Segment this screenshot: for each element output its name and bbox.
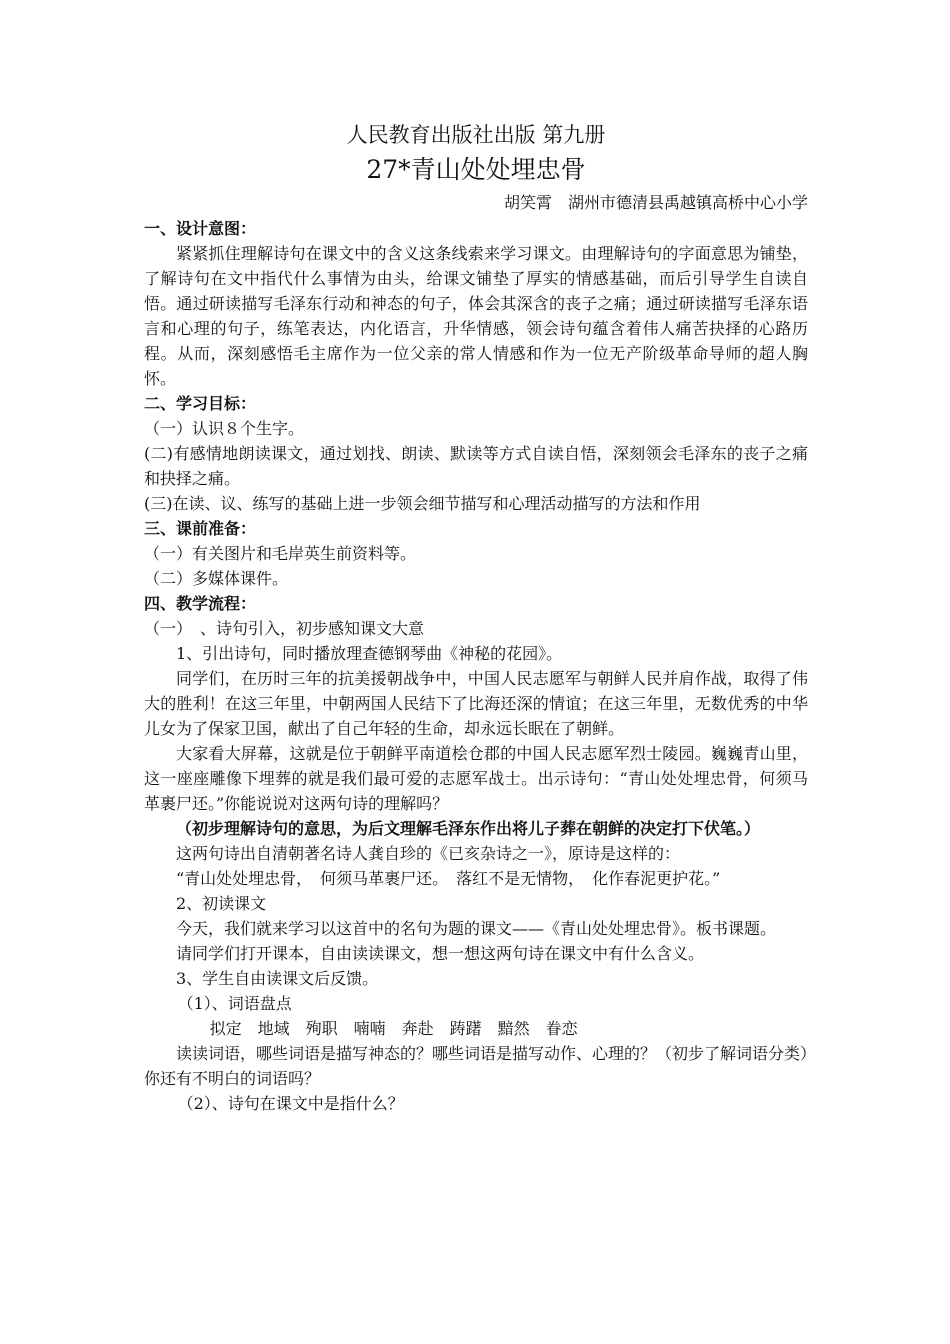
prep-item: （二）多媒体课件。	[144, 569, 289, 588]
prep-item: （一）有关图片和毛岸英生前资料等。	[144, 544, 417, 563]
lesson-title: 27*青山处处埋忠骨	[366, 155, 586, 184]
vocabulary-list: 拟定 地域 殉职 喃喃 奔赴 踌躇 黯然 眷恋	[209, 1019, 578, 1038]
process-paragraph: 大家看大屏幕，这就是位于朝鲜平南道桧仓郡的中国人民志愿军烈士陵园。巍巍青山里，这一座座雕像下埋葬的就是我们最可爱的志愿军战士。出示诗句：“青山处处埋忠骨，何须马革裹尸还。”你能说说对这两句诗的理解吗？	[144, 744, 808, 813]
document-body	[144, 120, 808, 1116]
author-line: 胡笑霄 湖州市德清县禹越镇高桥中心小学	[503, 193, 808, 212]
section-heading-prep: 三、课前准备：	[144, 519, 257, 538]
goal-item: (二)有感情地朗读课文，通过划找、朗读、默读等方式自读自悟，深刻领会毛泽东的丧子之痛和抉择之痛。	[144, 444, 808, 488]
process-paragraph: 2、初读课文	[176, 894, 267, 913]
section-heading-goals: 二、学习目标：	[144, 394, 257, 413]
process-paragraph: 请同学们打开课本，自由读读课文，想一想这两句诗在课文中有什么含义。	[176, 944, 705, 963]
process-paragraph: （1）、词语盘点	[177, 994, 292, 1013]
process-paragraph: 同学们，在历时三年的抗美援朝战争中，中国人民志愿军与朝鲜人民并肩作战，取得了伟大的胜利！在这三年里，中朝两国人民结下了比海还深的情谊；在这三年里，无数优秀的中华儿女为了保家卫国，献出了自己年轻的生命，却永远长眠在了朝鲜。	[144, 669, 808, 738]
process-note: （初步理解诗句的意思，为后文理解毛泽东作出将儿子葬在朝鲜的决定打下伏笔。）	[176, 819, 761, 838]
poem-quote: “青山处处埋忠骨， 何须马革裹尸还。 落红不是无情物， 化作春泥更护花。”	[176, 869, 721, 888]
process-paragraph: 1、引出诗句，同时播放理查德钢琴曲《神秘的花园》。	[176, 644, 563, 663]
design-intent-paragraph: 紧紧抓住理解诗句在课文中的含义这条线索来学习课文。由理解诗句的字面意思为铺垫，了解诗句在文中指代什么事情为由头，给课文铺垫了厚实的情感基础，而后引导学生自读自悟。通过研读描写毛泽东行动和神态的句子，体会其深含的丧子之痛；通过研读描写毛泽东语言和心理的句子，练笔表达，内化语言，升华情感，领会诗句蕴含着伟人痛苦抉择的心路历程。从而，深刻感悟毛主席作为一位父亲的常人情感和作为一位无产阶级革命导师的超人胸怀。	[144, 244, 808, 388]
process-paragraph: 3、学生自由读课文后反馈。	[176, 969, 379, 988]
section-heading-design: 一、设计意图：	[144, 219, 257, 238]
process-paragraph: 读读词语，哪些词语是描写神态的？哪些词语是描写动作、心理的？（初步了解词语分类）你还有不明白的词语吗？	[144, 1044, 809, 1088]
publisher-line: 人民教育出版社出版 第九册	[346, 123, 606, 147]
goal-item: （一）认识８个生字。	[144, 419, 305, 438]
process-paragraph: 这两句诗出自清朝著名诗人龚自珍的《已亥杂诗之一》，原诗是这样的：	[176, 844, 681, 863]
goal-item: (三)在读、议、练写的基础上进一步领会细节描写和心理活动描写的方法和作用	[144, 494, 701, 513]
process-subheading: （一） 、诗句引入，初步感知课文大意	[144, 619, 425, 638]
section-heading-process: 四、教学流程：	[144, 594, 257, 613]
process-paragraph: 今天，我们就来学习以这首中的名句为题的课文——《青山处处埋忠骨》。板书课题。	[176, 919, 777, 938]
process-paragraph: （2）、诗句在课文中是指什么？	[177, 1094, 404, 1113]
